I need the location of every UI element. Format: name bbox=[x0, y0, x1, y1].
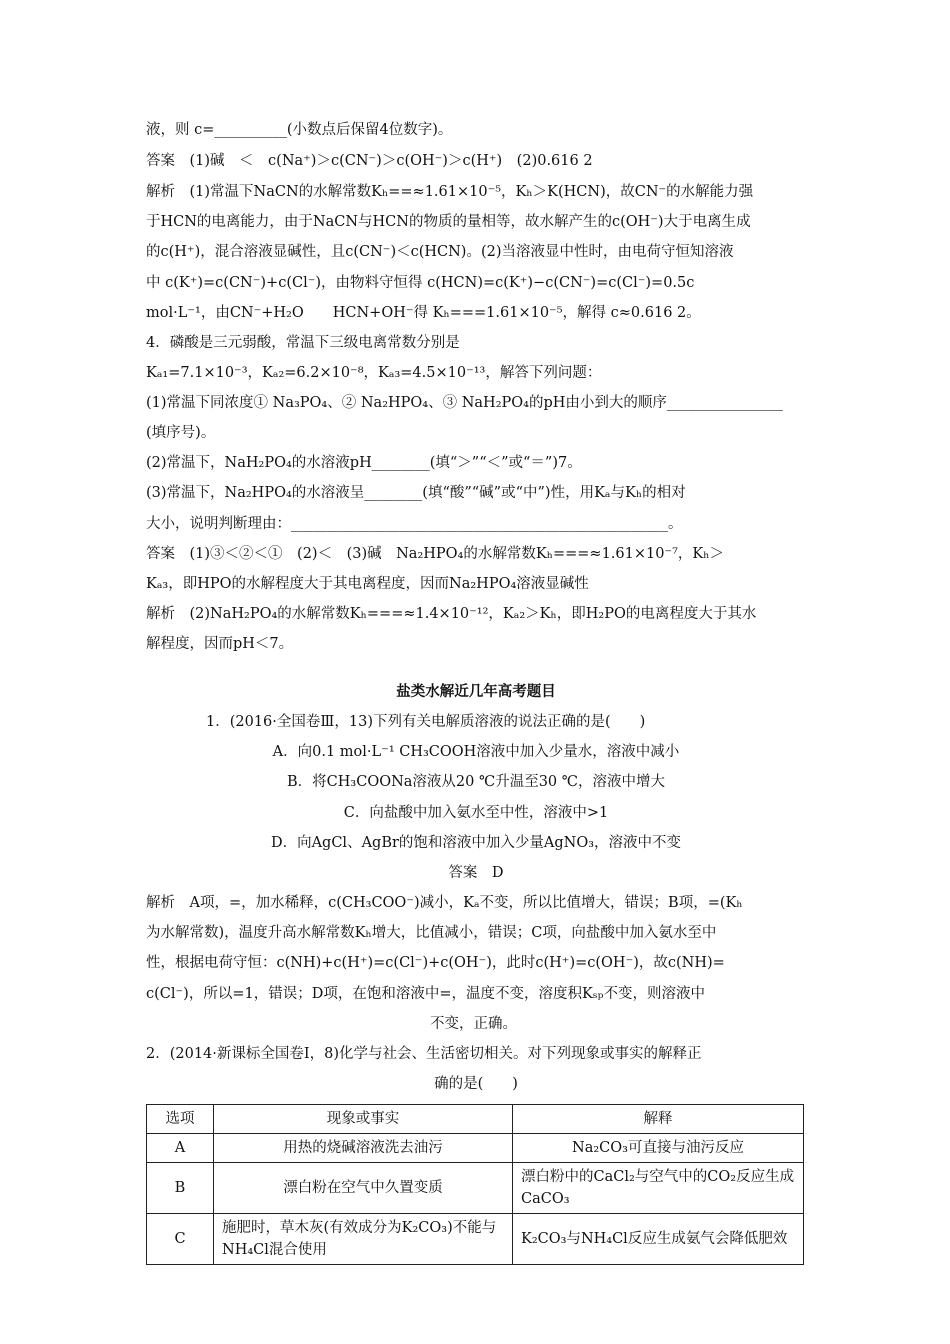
analysis-line: mol·L⁻¹，由CN⁻+H₂O HCN+OH⁻得 Kₕ===1.61×10⁻⁵，解得 c≈0.616 2。 bbox=[146, 305, 701, 321]
question-stem: 1．(2016·全国卷Ⅲ，13)下列有关电解质溶液的说法正确的是( ) bbox=[206, 714, 646, 730]
analysis-line: 解程度，因而pH＜7。 bbox=[146, 636, 294, 652]
table-cell: K₂CO₃与NH₄Cl反应生成氨气会降低肥效 bbox=[513, 1214, 804, 1265]
analysis-line: c(Cl⁻)，所以=1，错误；D项，在饱和溶液中=，温度不变，溶度积Kₛₚ不变，则溶液中 bbox=[146, 986, 705, 1002]
table-cell: B bbox=[147, 1163, 214, 1214]
question-line: Kₐ₁=7.1×10⁻³，Kₐ₂=6.2×10⁻⁸，Kₐ₃=4.5×10⁻¹³，解答下列问题： bbox=[146, 365, 602, 381]
question-line: (2)常温下，NaH₂PO₄的水溶液pH________(填“＞”“＜”或“＝”)7。 bbox=[146, 455, 582, 471]
section-title: 盐类水解近几年高考题目 bbox=[396, 684, 556, 700]
analysis-line: 解析 (1)常温下NaCN的水解常数Kₕ==≈1.61×10⁻⁵，Kₕ＞K(HCN)，故CN⁻的水解能力强 bbox=[146, 184, 754, 200]
table-cell: 漂白粉中的CaCl₂与空气中的CO₂反应生成CaCO₃ bbox=[513, 1163, 804, 1214]
question-line: 大小，说明判断理由：____________________________________________________。 bbox=[146, 516, 683, 532]
analysis-line: 不变，正确。 bbox=[430, 1016, 517, 1032]
table-row bbox=[147, 1134, 804, 1163]
table-cell: 施肥时，草木灰(有效成分为K₂CO₃)不能与NH₄Cl混合使用 bbox=[214, 1214, 513, 1265]
option-a: A．向0.1 mol·L⁻¹ CH₃COOH溶液中加入少量水，溶液中减小 bbox=[272, 744, 680, 760]
table-header-row bbox=[147, 1105, 804, 1134]
answer-table bbox=[146, 1104, 804, 1265]
analysis-line: 解析 A项，=，加水稀释，c(CH₃COO⁻)减小，Kₐ不变，所以比值增大，错误；B项，=(Kₕ bbox=[146, 895, 743, 911]
table-header-cell: 选项 bbox=[147, 1105, 214, 1134]
analysis-line: 解析 (2)NaH₂PO₄的水解常数Kₕ===≈1.4×10⁻¹²，Kₐ₂＞Kₕ，即H₂PO的电离程度大于其水 bbox=[146, 606, 757, 622]
answer-line: 答案 D bbox=[448, 865, 504, 881]
table-cell: C bbox=[147, 1214, 214, 1265]
table-cell: 漂白粉在空气中久置变质 bbox=[214, 1163, 513, 1214]
question-line: (填序号)。 bbox=[146, 425, 216, 441]
table-row bbox=[147, 1214, 804, 1265]
question-stem-cont: 确的是( ) bbox=[434, 1076, 518, 1092]
table-cell: 用热的烧碱溶液洗去油污 bbox=[214, 1134, 513, 1163]
analysis-line: 于HCN的电离能力，由于NaCN与HCN的物质的量相等，故水解产生的c(OH⁻)大于电离生成 bbox=[146, 214, 751, 230]
table-header-cell: 现象或事实 bbox=[214, 1105, 513, 1134]
option-d: D．向AgCl、AgBr的饱和溶液中加入少量AgNO₃，溶液中不变 bbox=[270, 835, 682, 851]
option-c: C．向盐酸中加入氨水至中性，溶液中>1 bbox=[343, 805, 609, 821]
analysis-line: 中 c(K⁺)=c(CN⁻)+c(Cl⁻)，由物料守恒得 c(HCN)=c(K⁺)−c(CN⁻)=c(Cl⁻)=0.5c bbox=[146, 275, 695, 291]
table-header-cell: 解释 bbox=[513, 1105, 804, 1134]
table-cell: Na₂CO₃可直接与油污反应 bbox=[513, 1134, 804, 1163]
answer-line: Kₐ₃，即HPO的水解程度大于其电离程度，因而Na₂HPO₄溶液显碱性 bbox=[146, 576, 589, 592]
question-line: (3)常温下，Na₂HPO₄的水溶液呈________(填“酸”“碱”或“中”)性，用Kₐ与Kₕ的相对 bbox=[146, 485, 686, 501]
question-line: 4．磷酸是三元弱酸，常温下三级电离常数分别是 bbox=[146, 335, 460, 351]
answer-line: 答案 (1)③＜②＜① (2)＜ (3)碱 Na₂HPO₄的水解常数Kₕ===≈1.61×10⁻⁷，Kₕ＞ bbox=[146, 546, 725, 562]
answer-line: 答案 (1)碱 ＜ c(Na⁺)＞c(CN⁻)＞c(OH⁻)＞c(H⁺) (2)0.616 2 bbox=[146, 153, 593, 169]
question-line: (1)常温下同浓度① Na₃PO₄、② Na₂HPO₄、③ NaH₂PO₄的pH由小到大的顺序________________ bbox=[146, 395, 783, 411]
analysis-line: 性，根据电荷守恒：c(NH)+c(H⁺)=c(Cl⁻)+c(OH⁻)，此时c(H⁺)=c(OH⁻)，故c(NH)= bbox=[146, 955, 725, 971]
analysis-line: 的c(H⁺)，混合溶液显碱性，且c(CN⁻)＜c(HCN)。(2)当溶液显中性时，由电荷守恒知溶液 bbox=[146, 244, 734, 260]
option-b: B．将CH₃COONa溶液从20 ℃升温至30 ℃，溶液中增大 bbox=[287, 774, 665, 790]
table-row bbox=[147, 1163, 804, 1214]
analysis-line: 为水解常数)，温度升高水解常数Kₕ增大，比值减小，错误；C项，向盐酸中加入氨水至中 bbox=[146, 925, 717, 941]
question-stem: 2．(2014·新课标全国卷Ⅰ，8)化学与社会、生活密切相关。对下列现象或事实的解释正 bbox=[146, 1046, 702, 1062]
table-cell: A bbox=[147, 1134, 214, 1163]
text-line: 液，则 c=__________(小数点后保留4位数字)。 bbox=[146, 122, 453, 138]
